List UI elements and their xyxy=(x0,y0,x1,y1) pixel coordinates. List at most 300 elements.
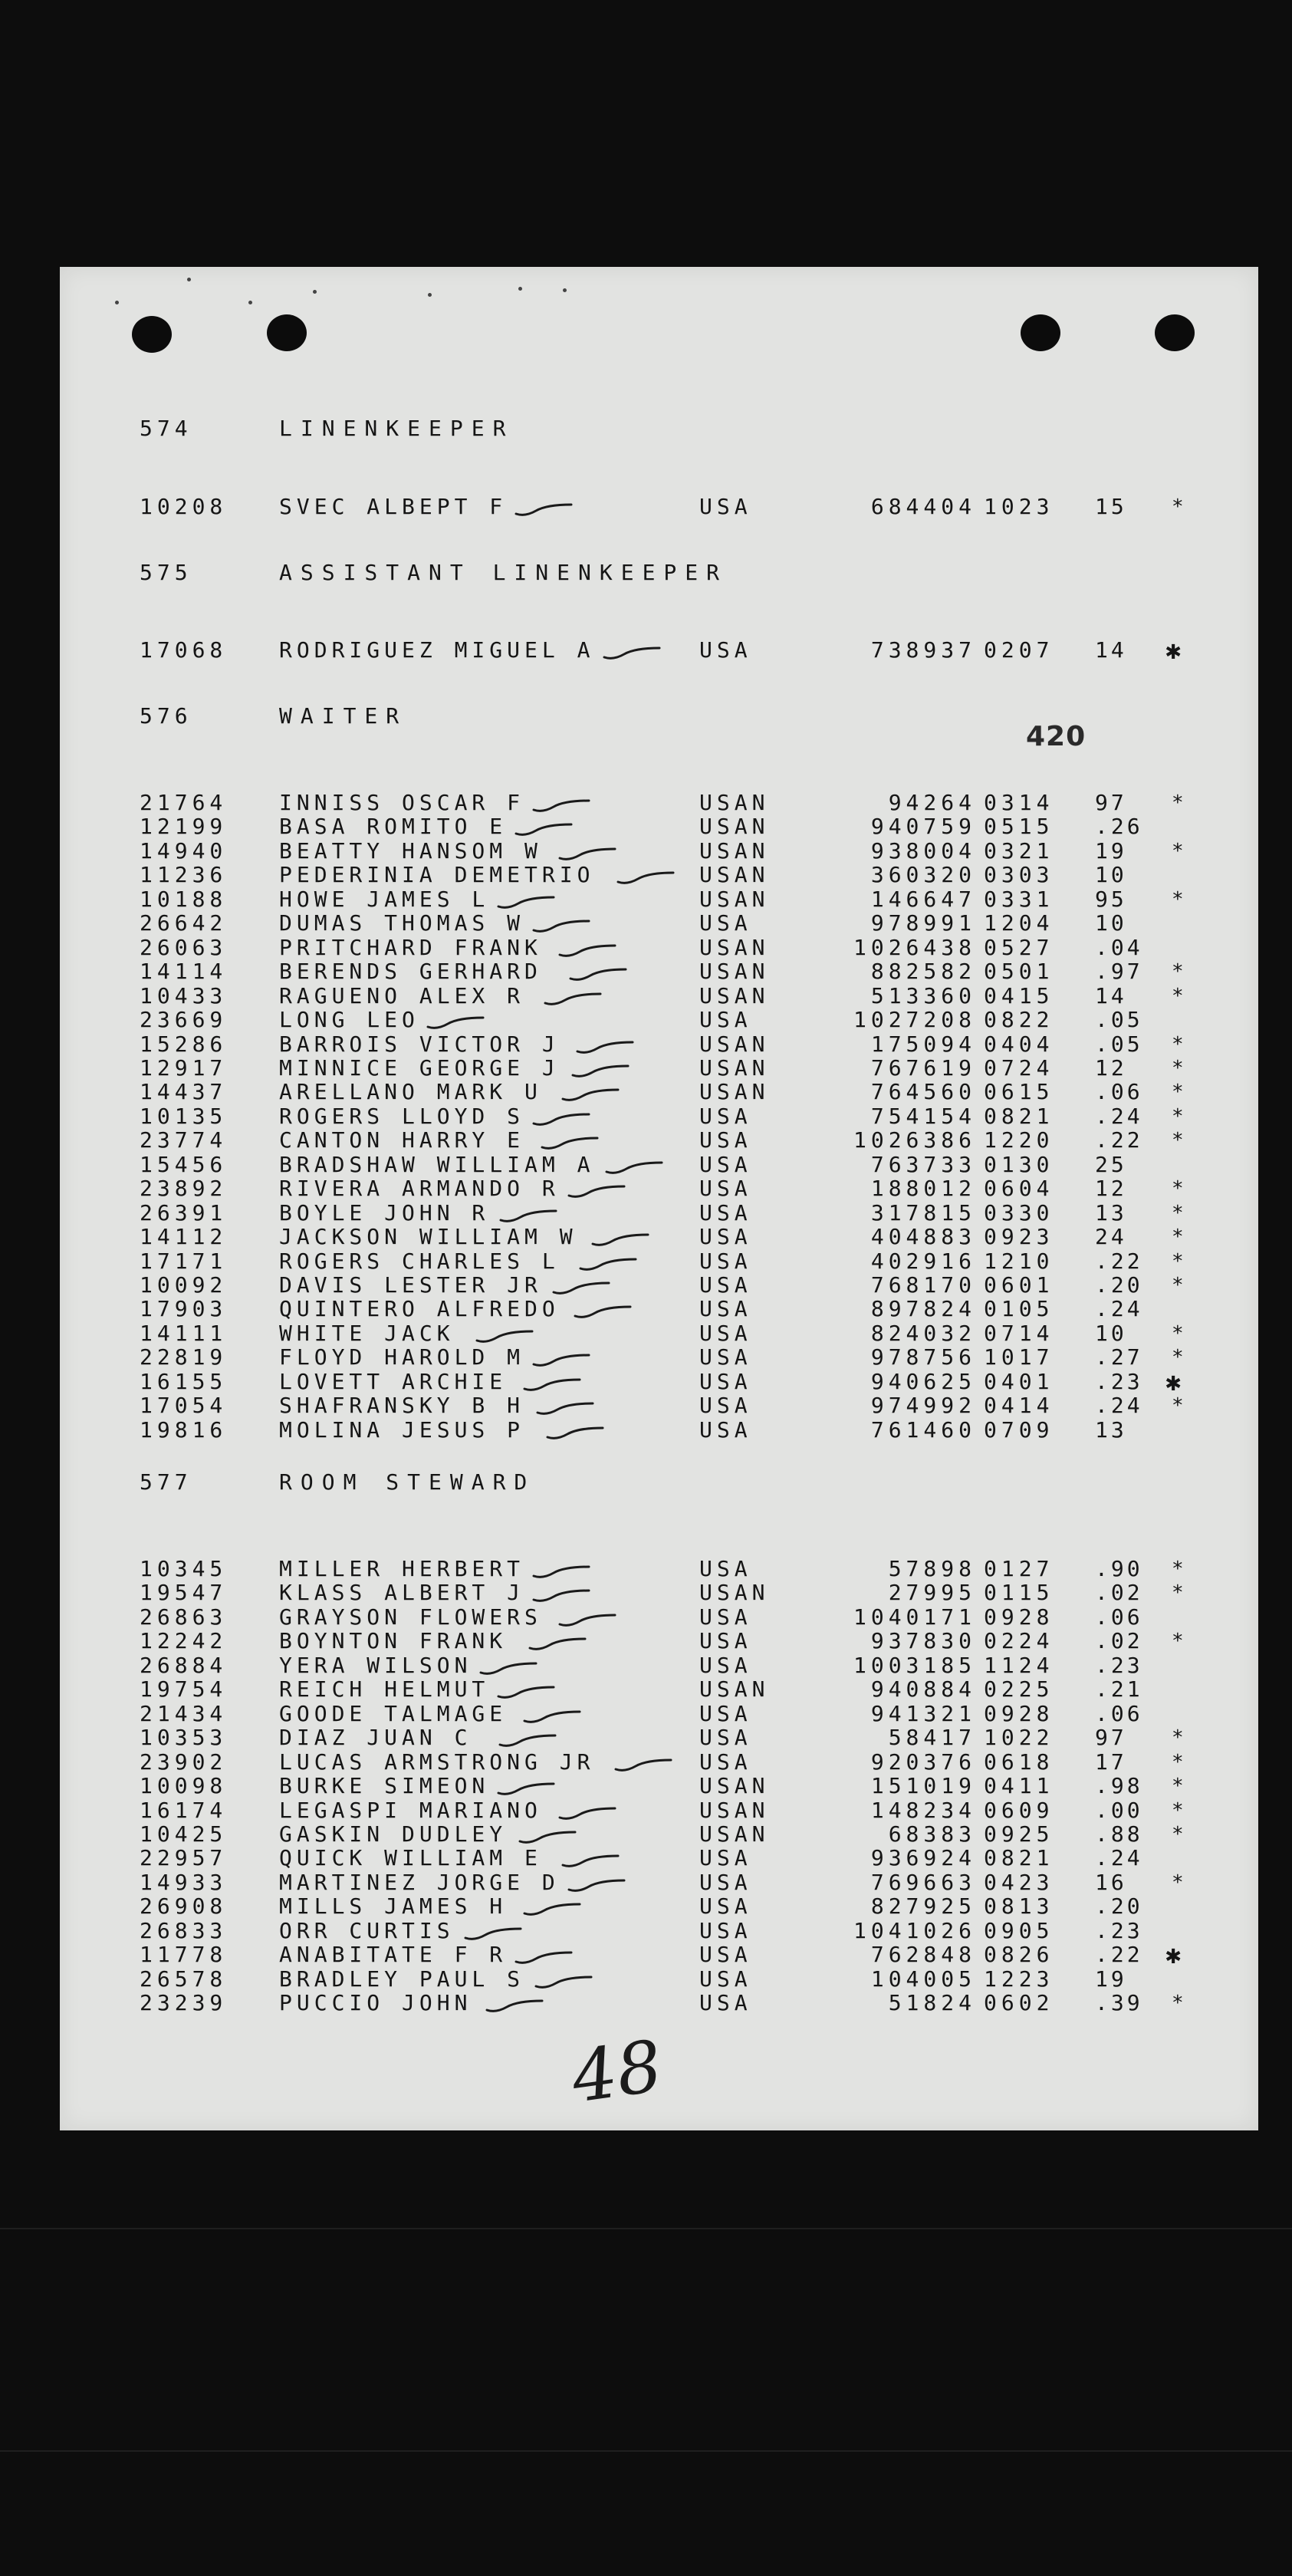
crew-name: QUICK WILLIAM E xyxy=(279,1845,542,1871)
date-code: 0822 xyxy=(984,1007,1054,1033)
citizenship-code: USAN xyxy=(699,1054,770,1081)
check-mark-icon xyxy=(495,1782,557,1796)
check-mark-icon xyxy=(484,1999,545,2013)
table-row xyxy=(60,1939,1258,1971)
rate-value: 17 xyxy=(1095,1749,1127,1775)
section-header xyxy=(60,417,1258,440)
citizenship-code: USA xyxy=(699,910,752,936)
document-number: 827925 xyxy=(870,1893,976,1920)
citizenship-code: USAN xyxy=(699,814,770,840)
asterisk-mark: * xyxy=(1172,887,1185,911)
crew-name: PUCCIO JOHN xyxy=(279,1990,472,2016)
section-number: 574 xyxy=(140,416,192,441)
check-mark-icon xyxy=(557,1614,618,1627)
date-code: 0602 xyxy=(984,1990,1054,2016)
check-mark-icon xyxy=(560,1088,621,1102)
date-code: 0923 xyxy=(984,1224,1054,1250)
table-row xyxy=(60,1394,1258,1417)
rate-value: .02 xyxy=(1095,1580,1143,1606)
citizenship-code: USA xyxy=(699,1272,752,1298)
section-title: ASSISTANT LINENKEEPER xyxy=(279,560,728,585)
film-frame-line xyxy=(0,2228,1292,2229)
citizenship-code: USAN xyxy=(699,886,770,912)
date-code: 1220 xyxy=(984,1127,1054,1153)
stamp-number: 420 xyxy=(1026,721,1087,752)
crew-id: 12199 xyxy=(140,814,228,840)
document-number: 938004 xyxy=(870,837,976,864)
date-code: 0714 xyxy=(984,1320,1054,1346)
date-code: 0414 xyxy=(984,1393,1054,1419)
date-code: 0826 xyxy=(984,1942,1054,1968)
crew-name: BURKE SIMEON xyxy=(279,1773,490,1799)
date-code: 0501 xyxy=(984,959,1054,985)
crew-name: DUMAS THOMAS W xyxy=(279,910,525,936)
citizenship-code: USA xyxy=(699,1151,752,1177)
crew-name: YERA WILSON xyxy=(279,1652,472,1678)
table-row xyxy=(60,960,1258,983)
crew-id: 19547 xyxy=(140,1580,228,1606)
document-number: 769663 xyxy=(870,1869,976,1895)
date-code: 0314 xyxy=(984,790,1054,815)
check-mark-icon xyxy=(497,1734,558,1748)
check-mark-icon xyxy=(577,1258,639,1272)
rate-value: .39 xyxy=(1095,1990,1143,2016)
document-number: 768170 xyxy=(870,1272,976,1298)
table-row xyxy=(60,1558,1258,1581)
crew-name: ROGERS CHARLES L xyxy=(279,1248,560,1274)
document-number: 404883 xyxy=(870,1224,976,1250)
asterisk-mark: * xyxy=(1172,1201,1185,1225)
rate-value: .23 xyxy=(1095,1652,1143,1678)
date-code: 0821 xyxy=(984,1845,1054,1871)
crew-id: 14933 xyxy=(140,1869,228,1895)
citizenship-code: USA xyxy=(699,1869,752,1895)
crew-id: 16155 xyxy=(140,1368,228,1394)
check-mark-icon xyxy=(574,1041,636,1054)
crew-name: RODRIGUEZ MIGUEL A xyxy=(279,637,595,663)
document-number: 1026438 xyxy=(853,934,976,960)
check-mark-icon xyxy=(462,1927,524,1941)
punch-hole xyxy=(267,314,307,351)
rate-value: .00 xyxy=(1095,1797,1143,1823)
section-number: 576 xyxy=(140,703,192,729)
citizenship-code: USA xyxy=(699,1990,752,2016)
document-number: 738937 xyxy=(870,637,976,663)
citizenship-code: USA xyxy=(699,1199,752,1225)
crew-id: 23892 xyxy=(140,1176,228,1202)
table-row xyxy=(60,1054,1258,1081)
rate-value: 95 xyxy=(1095,886,1127,912)
table-row xyxy=(60,495,1258,518)
speck xyxy=(563,288,567,292)
document-number: 920376 xyxy=(870,1749,976,1775)
speck xyxy=(518,287,522,291)
rate-value: .26 xyxy=(1095,814,1143,840)
document-number: 27995 xyxy=(888,1580,976,1606)
asterisk-mark: * xyxy=(1172,1775,1185,1798)
check-mark-icon xyxy=(572,1305,633,1319)
citizenship-code: USAN xyxy=(699,1773,770,1799)
check-mark-icon xyxy=(542,992,603,1006)
crew-name: PEDERINIA DEMETRIO xyxy=(279,862,595,888)
crew-name: BEATTY HANSOM W xyxy=(279,837,542,864)
citizenship-code: USA xyxy=(699,1007,752,1033)
citizenship-code: USA xyxy=(699,1749,752,1775)
citizenship-code: USAN xyxy=(699,1797,770,1823)
crew-id: 17054 xyxy=(140,1393,228,1419)
document-number: 940625 xyxy=(870,1368,976,1394)
crew-name: WHITE JACK xyxy=(279,1320,455,1346)
crew-id: 15286 xyxy=(140,1031,228,1057)
crew-id: 26833 xyxy=(140,1917,228,1943)
table-row xyxy=(60,1678,1258,1701)
crew-name: BERENDS GERHARD xyxy=(279,959,542,985)
crew-id: 26391 xyxy=(140,1199,228,1225)
crew-id: 26063 xyxy=(140,934,228,960)
check-mark-icon xyxy=(513,503,574,517)
rate-value: .24 xyxy=(1095,1103,1143,1129)
citizenship-code: USA xyxy=(699,1942,752,1968)
check-mark-icon xyxy=(531,799,592,813)
table-row xyxy=(60,982,1258,1008)
table-row xyxy=(60,864,1258,887)
asterisk-mark: ✱ xyxy=(1165,1939,1182,1971)
asterisk-mark: * xyxy=(1172,1032,1185,1056)
crew-name: SVEC ALBEPT F xyxy=(279,494,508,519)
check-mark-icon xyxy=(531,1113,592,1127)
check-mark-icon xyxy=(613,1758,674,1772)
crew-id: 14940 xyxy=(140,837,228,864)
rate-value: .20 xyxy=(1095,1893,1143,1920)
check-mark-icon xyxy=(474,1330,535,1344)
rate-value: 13 xyxy=(1095,1416,1127,1443)
date-code: 0411 xyxy=(984,1773,1054,1799)
crew-name: ORR CURTIS xyxy=(279,1917,455,1943)
date-code: 0207 xyxy=(984,637,1054,663)
asterisk-mark: * xyxy=(1172,1870,1185,1894)
crew-name: JACKSON WILLIAM W xyxy=(279,1224,577,1250)
rate-value: 13 xyxy=(1095,1199,1127,1225)
asterisk-mark: * xyxy=(1172,1346,1185,1370)
table-row xyxy=(60,1346,1258,1369)
asterisk-mark: * xyxy=(1172,791,1185,814)
date-code: 0331 xyxy=(984,886,1054,912)
crew-name: LONG LEO xyxy=(279,1007,419,1033)
check-mark-icon xyxy=(534,1402,596,1416)
asterisk-mark: * xyxy=(1172,1992,1185,2015)
crew-id: 10353 xyxy=(140,1725,228,1751)
check-mark-icon xyxy=(603,1161,665,1175)
document-number: 763733 xyxy=(870,1151,976,1177)
rate-value: .06 xyxy=(1095,1700,1143,1726)
document-number: 104005 xyxy=(870,1966,976,1992)
date-code: 0609 xyxy=(984,1797,1054,1823)
date-code: 0601 xyxy=(984,1272,1054,1298)
check-mark-icon xyxy=(498,1209,559,1223)
asterisk-mark: * xyxy=(1172,1081,1185,1104)
citizenship-code: USA xyxy=(699,1628,752,1654)
rate-value: .06 xyxy=(1095,1079,1143,1105)
crew-id: 26908 xyxy=(140,1893,228,1920)
document-number: 824032 xyxy=(870,1320,976,1346)
crew-name: LEGASPI MARIANO xyxy=(279,1797,542,1823)
crew-id: 16174 xyxy=(140,1797,228,1823)
document-number: 188012 xyxy=(870,1176,976,1202)
date-code: 1210 xyxy=(984,1248,1054,1274)
rate-value: .22 xyxy=(1095,1127,1143,1153)
document-number: 58417 xyxy=(888,1725,976,1751)
check-mark-icon xyxy=(531,920,592,933)
crew-id: 10092 xyxy=(140,1272,228,1298)
crew-id: 19754 xyxy=(140,1676,228,1703)
crew-id: 21434 xyxy=(140,1700,228,1726)
section-number: 575 xyxy=(140,560,192,585)
date-code: 0401 xyxy=(984,1368,1054,1394)
crew-id: 10345 xyxy=(140,1556,228,1581)
rate-value: .04 xyxy=(1095,934,1143,960)
crew-name: ROGERS LLOYD S xyxy=(279,1103,525,1129)
date-code: 0130 xyxy=(984,1151,1054,1177)
check-mark-icon xyxy=(478,1662,539,1676)
check-mark-icon xyxy=(551,1281,612,1295)
speck xyxy=(115,301,119,304)
crew-id: 19816 xyxy=(140,1416,228,1443)
check-mark-icon xyxy=(557,1807,618,1821)
table-row xyxy=(60,1366,1258,1397)
document-number: 513360 xyxy=(870,982,976,1008)
check-mark-icon xyxy=(425,1016,486,1030)
check-mark-icon xyxy=(531,1354,592,1367)
crew-name: BARROIS VICTOR J xyxy=(279,1031,560,1057)
table-row xyxy=(60,1895,1258,1918)
crew-id: 11778 xyxy=(140,1942,228,1968)
date-code: 0330 xyxy=(984,1199,1054,1225)
table-row xyxy=(60,1630,1258,1653)
crew-name: DAVIS LESTER JR xyxy=(279,1272,542,1298)
asterisk-mark: * xyxy=(1172,1558,1185,1581)
crew-id: 26884 xyxy=(140,1652,228,1678)
rate-value: 19 xyxy=(1095,837,1127,864)
rate-value: 97 xyxy=(1095,1725,1127,1751)
document-number: 360320 xyxy=(870,862,976,888)
check-mark-icon xyxy=(531,1589,592,1603)
crew-id: 10425 xyxy=(140,1821,228,1847)
document-number: 684404 xyxy=(870,494,976,519)
check-mark-icon xyxy=(615,871,676,885)
table-row xyxy=(60,635,1258,666)
rate-value: 12 xyxy=(1095,1176,1127,1202)
table-row xyxy=(60,1726,1258,1749)
crew-id: 23239 xyxy=(140,1990,228,2016)
crew-id: 11236 xyxy=(140,862,228,888)
check-mark-icon xyxy=(566,1185,627,1199)
check-mark-icon xyxy=(495,896,557,910)
citizenship-code: USA xyxy=(699,1604,752,1630)
speck xyxy=(428,293,432,297)
section-number: 577 xyxy=(140,1469,192,1495)
document-number: 1041026 xyxy=(853,1917,976,1943)
check-mark-icon xyxy=(517,1831,578,1844)
table-row xyxy=(60,1871,1258,1894)
asterisk-mark: * xyxy=(1172,1177,1185,1201)
rate-value: .06 xyxy=(1095,1604,1143,1630)
document-number: 1040171 xyxy=(853,1604,976,1630)
table-row xyxy=(60,1775,1258,1798)
table-row xyxy=(60,1799,1258,1822)
section-header xyxy=(60,561,1258,584)
date-code: 1204 xyxy=(984,910,1054,936)
check-mark-icon xyxy=(527,1637,588,1651)
citizenship-code: USA xyxy=(699,637,752,663)
crew-name: HOWE JAMES L xyxy=(279,886,490,912)
crew-name: RIVERA ARMANDO R xyxy=(279,1176,560,1202)
check-mark-icon xyxy=(521,1710,583,1724)
crew-name: PRITCHARD FRANK xyxy=(279,934,542,960)
document-number: 764560 xyxy=(870,1079,976,1105)
date-code: 0615 xyxy=(984,1079,1054,1105)
check-mark-icon xyxy=(521,1903,583,1916)
rate-value: 10 xyxy=(1095,1320,1127,1346)
crew-name: LUCAS ARMSTRONG JR xyxy=(279,1749,595,1775)
rate-value: 10 xyxy=(1095,910,1127,936)
table-row xyxy=(60,1105,1258,1128)
table-row xyxy=(60,1199,1258,1225)
date-code: 0105 xyxy=(984,1296,1054,1322)
rate-value: .97 xyxy=(1095,959,1143,985)
speck xyxy=(187,278,191,281)
crew-name: MOLINA JESUS P xyxy=(279,1416,525,1443)
asterisk-mark: * xyxy=(1172,1750,1185,1774)
citizenship-code: USAN xyxy=(699,862,770,888)
crew-id: 17068 xyxy=(140,637,228,663)
crew-id: 26863 xyxy=(140,1604,228,1630)
citizenship-code: USAN xyxy=(699,959,770,985)
rate-value: 14 xyxy=(1095,982,1127,1008)
check-mark-icon xyxy=(495,1686,557,1699)
document-number: 978756 xyxy=(870,1344,976,1370)
document-number: 761460 xyxy=(870,1416,976,1443)
crew-name: ARELLANO MARK U xyxy=(279,1079,542,1105)
crew-id: 23669 xyxy=(140,1007,228,1033)
crew-id: 10135 xyxy=(140,1103,228,1129)
date-code: 1022 xyxy=(984,1725,1054,1751)
citizenship-code: USA xyxy=(699,1966,752,1992)
date-code: 0527 xyxy=(984,934,1054,960)
check-mark-icon xyxy=(557,944,618,958)
table-row xyxy=(60,1700,1258,1726)
document-number: 937830 xyxy=(870,1628,976,1654)
crew-id: 14112 xyxy=(140,1224,228,1250)
asterisk-mark: * xyxy=(1172,1394,1185,1418)
crew-name: LOVETT ARCHIE xyxy=(279,1368,508,1394)
check-mark-icon xyxy=(539,1137,600,1150)
citizenship-code: USA xyxy=(699,1893,752,1920)
crew-name: RAGUENO ALEX R xyxy=(279,982,525,1008)
rate-value: .21 xyxy=(1095,1676,1143,1703)
crew-id: 12242 xyxy=(140,1628,228,1654)
crew-id: 15456 xyxy=(140,1151,228,1177)
citizenship-code: USA xyxy=(699,1248,752,1274)
document-number: 175094 xyxy=(870,1031,976,1057)
table-row xyxy=(60,1322,1258,1345)
crew-name: GRAYSON FLOWERS xyxy=(279,1604,542,1630)
rate-value: 25 xyxy=(1095,1151,1127,1177)
rate-value: .24 xyxy=(1095,1845,1143,1871)
asterisk-mark: * xyxy=(1172,1104,1185,1128)
table-row xyxy=(60,1153,1258,1176)
crew-name: MARTINEZ JORGE D xyxy=(279,1869,560,1895)
crew-name: REICH HELMUT xyxy=(279,1676,490,1703)
rate-value: .23 xyxy=(1095,1368,1143,1394)
citizenship-code: USA xyxy=(699,1393,752,1419)
asterisk-mark: * xyxy=(1172,1798,1185,1822)
rate-value: 10 xyxy=(1095,862,1127,888)
crew-id: 21764 xyxy=(140,790,228,815)
citizenship-code: USA xyxy=(699,1344,752,1370)
table-row xyxy=(60,1416,1258,1443)
crew-name: GASKIN DUDLEY xyxy=(279,1821,508,1847)
citizenship-code: USA xyxy=(699,1416,752,1443)
speck xyxy=(313,290,317,294)
crew-name: MINNICE GEORGE J xyxy=(279,1054,560,1081)
document-number: 940884 xyxy=(870,1676,976,1703)
table-row xyxy=(60,912,1258,935)
table-row xyxy=(60,936,1258,959)
table-row xyxy=(60,1298,1258,1321)
rate-value: .22 xyxy=(1095,1248,1143,1274)
date-code: 0821 xyxy=(984,1103,1054,1129)
date-code: 0415 xyxy=(984,982,1054,1008)
citizenship-code: USAN xyxy=(699,1676,770,1703)
crew-id: 23774 xyxy=(140,1127,228,1153)
check-mark-icon xyxy=(531,1565,592,1579)
crew-name: FLOYD HAROLD M xyxy=(279,1344,525,1370)
date-code: 0127 xyxy=(984,1556,1054,1581)
table-row xyxy=(60,1606,1258,1629)
citizenship-code: USA xyxy=(699,1296,752,1322)
date-code: 0321 xyxy=(984,837,1054,864)
crew-name: BOYNTON FRANK xyxy=(279,1628,508,1654)
asterisk-mark: * xyxy=(1172,839,1185,863)
crew-id: 17903 xyxy=(140,1296,228,1322)
citizenship-code: USAN xyxy=(699,1821,770,1847)
crew-id: 14114 xyxy=(140,959,228,985)
citizenship-code: USAN xyxy=(699,837,770,864)
table-row xyxy=(60,888,1258,911)
crew-name: BRADLEY PAUL S xyxy=(279,1966,525,1992)
crew-id: 10188 xyxy=(140,886,228,912)
asterisk-mark: * xyxy=(1172,1129,1185,1153)
asterisk-mark: * xyxy=(1172,1056,1185,1080)
citizenship-code: USA xyxy=(699,1103,752,1129)
rate-value: 16 xyxy=(1095,1869,1127,1895)
crew-id: 10433 xyxy=(140,982,228,1008)
check-mark-icon xyxy=(590,1233,651,1247)
rate-value: 24 xyxy=(1095,1224,1127,1250)
document-number: 897824 xyxy=(870,1296,976,1322)
table-row xyxy=(60,1129,1258,1152)
citizenship-code: USA xyxy=(699,1556,752,1581)
rate-value: 12 xyxy=(1095,1054,1127,1081)
speck xyxy=(248,301,252,304)
document-number: 941321 xyxy=(870,1700,976,1726)
crew-id: 23902 xyxy=(140,1749,228,1775)
citizenship-code: USAN xyxy=(699,982,770,1008)
citizenship-code: USAN xyxy=(699,1031,770,1057)
date-code: 0724 xyxy=(984,1054,1054,1081)
document-number: 51824 xyxy=(888,1990,976,2016)
check-mark-icon xyxy=(521,1378,583,1392)
